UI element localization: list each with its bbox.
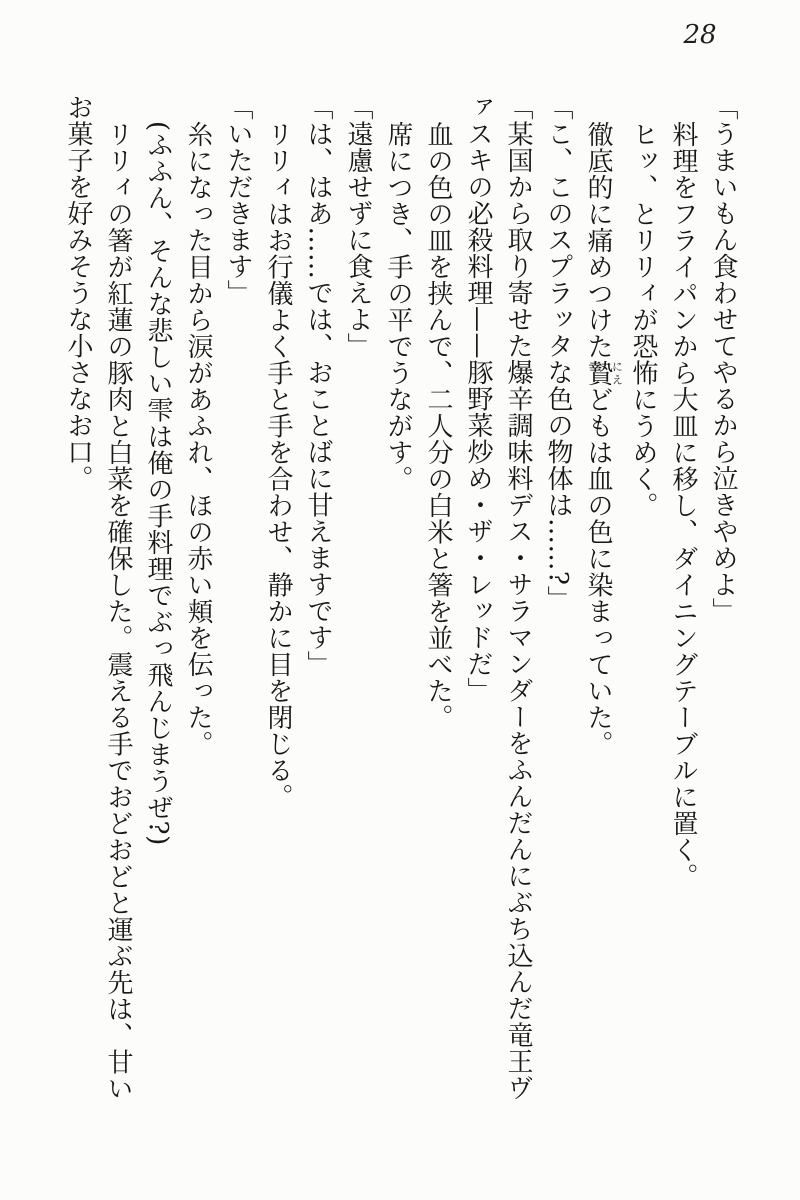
line-segment: 徹底的に痛めつけた [583,121,613,360]
ruby-base: 贄 [583,359,613,386]
ruby-annotated-word [583,359,624,387]
text-line: リリィはお行儀よく手と手を合わせ、静かに目を閉じる。 [263,121,293,810]
text-line: 「某国から取り寄せた爆辛調味料デス・サラマンダーをふんだんにぶち込んだ竜王ヴ [503,94,533,1101]
text-line: ァスキの必殺料理——豚野菜炒め・ザ・レッドだ」 [463,94,493,704]
text-line: 「いただきます」 [223,94,253,306]
text-line: 料理をフライパンから大皿に移し、ダイニングテーブルに置く。 [668,121,698,890]
text-line: お菓子を好みそうな小さなお口。 [63,94,93,492]
furigana: にえ [610,359,624,386]
text-line: 血の色の皿を挟んで、二人分の白米と箸を並べた。 [423,121,453,731]
text-line: 「遠慮せずに食えよ」 [343,94,373,359]
page-number: 28 [683,20,717,50]
text-line: 席につき、手の平でうながす。 [383,121,413,492]
text-line: (ふふん、そんな悲しい雫は俺の手料理でぶっ飛んじまうぜ?) [143,121,173,846]
novel-text-block [58,94,743,1116]
text-line: 糸になった目から涙があふれ、ほの赤い頬を伝った。 [183,121,213,757]
text-line [578,94,623,1116]
text-line: ヒッ、とリリィが恐怖にうめく。 [628,121,658,519]
text-line: 「こ、このスプラッタな色の物体は……?」 [543,94,573,612]
text-line: 「うまいもん食わせてやるから泣きやめよ」 [708,94,738,624]
text-line: 「は、はあ……では、おことばに甘えますです」 [303,94,333,677]
text-line: リリィの箸が紅蓮の豚肉と白菜を確保した。震える手でおどおどと運ぶ先は、甘い [103,121,133,1102]
line-segment: どもは血の色に染まっていた。 [583,386,613,757]
